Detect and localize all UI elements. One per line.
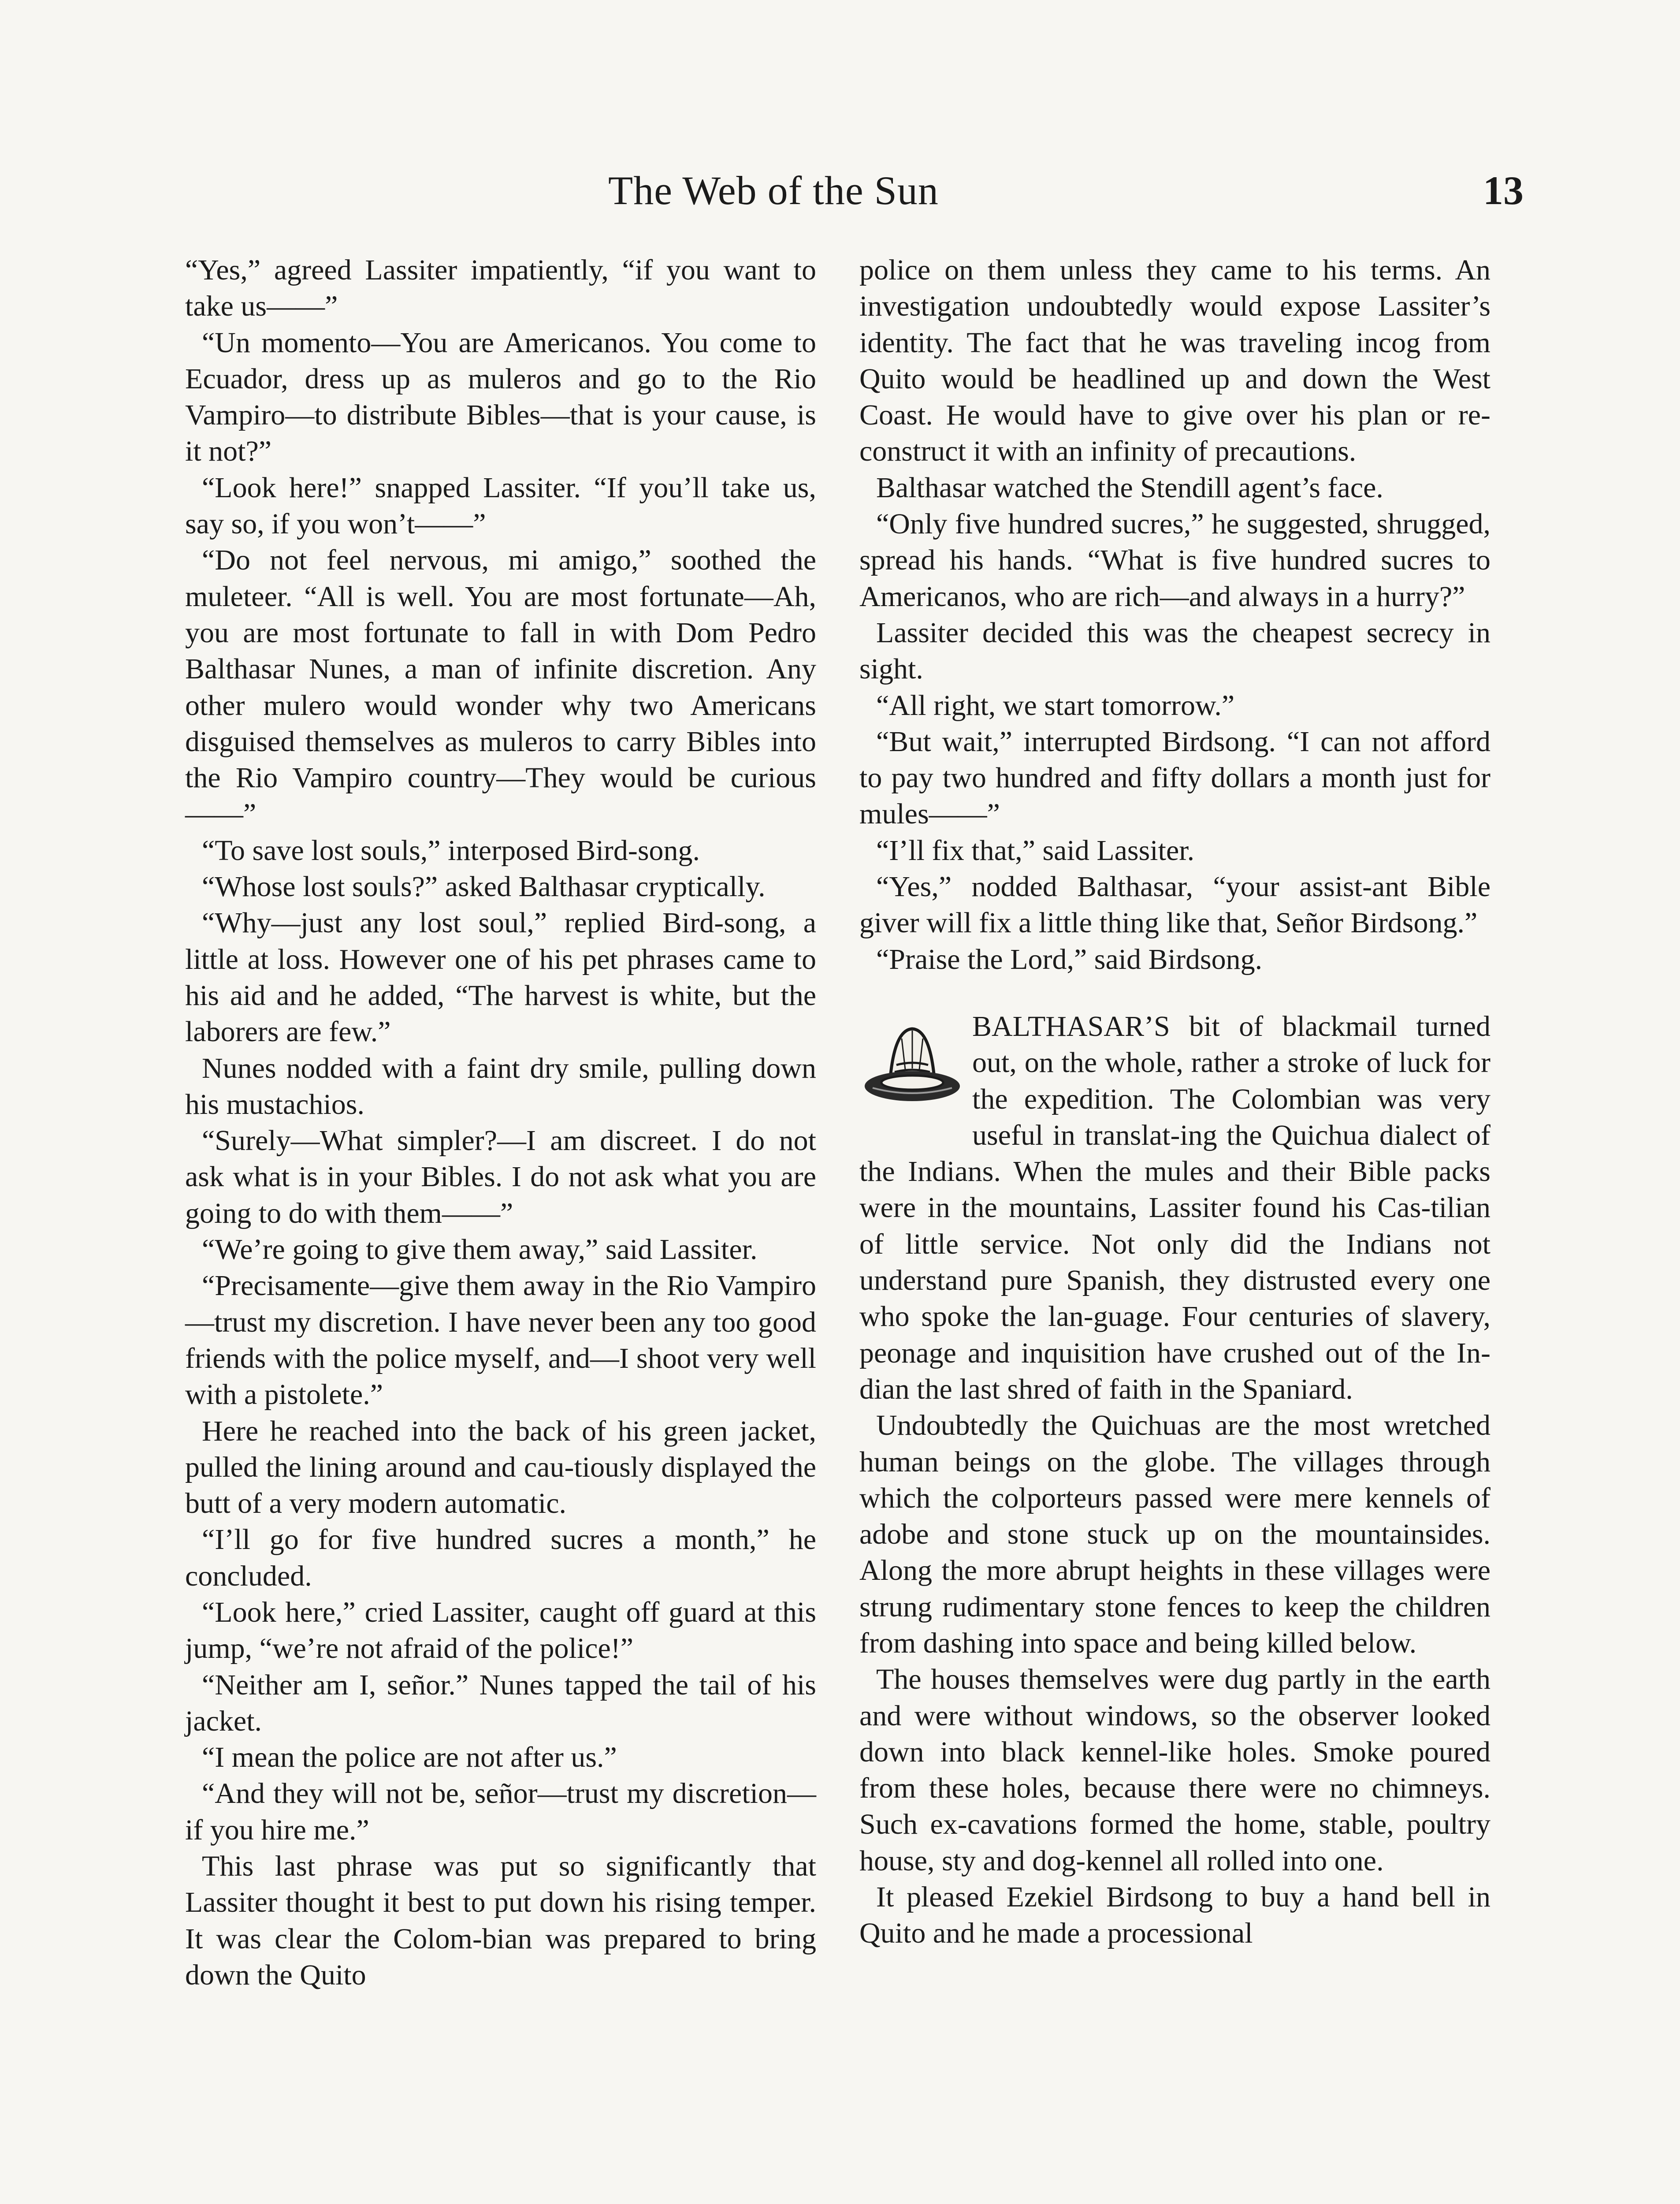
- paragraph: “Neither am I, señor.” Nunes tapped the tail of his jacket.: [185, 1668, 816, 1737]
- paragraph: “Why—just any lost soul,” replied Bird-song, a little at loss. However one of his pet phrases came to his aid and he added, “The harvest is white, but the laborers are few.”: [185, 907, 816, 1048]
- paragraph: Nunes nodded with a faint dry smile, pulling down his mustachios.: [185, 1052, 816, 1121]
- straw-hat-icon: [859, 1012, 965, 1118]
- paragraph: Here he reached into the back of his green jacket, pulled the lining around and cau-tiously displayed the butt of a very modern automatic.: [185, 1415, 816, 1520]
- paragraph: Undoubtedly the Quichuas are the most wretched human beings on the globe. The villages through which the colporteurs passed were mere kennels of adobe and stone stuck up on the mountainsides. Along the more abrupt heights in these villages were strung rudimentary stone fences to keep the children from dashing into space and being killed below.: [859, 1409, 1490, 1659]
- running-title: The Web of the Sun: [608, 168, 939, 213]
- paragraph: “Only five hundred sucres,” he suggested, shrugged, spread his hands. “What is five hundred sucres to Americanos, who are rich—and always in a hurry?”: [859, 508, 1490, 613]
- paragraph: “Look here!” snapped Lassiter. “If you’ll take us, say so, if you won’t——”: [185, 471, 816, 540]
- paragraph: “Un momento—You are Americanos. You come to Ecuador, dress up as muleros and go to the Rio Vampiro—to distribute Bibles—that is your cause, is it not?”: [185, 326, 816, 468]
- page-number: 13: [1483, 168, 1524, 213]
- right-column: [859, 252, 1490, 1952]
- paragraph: BALTHASAR’S bit of blackmail turned out, on the whole, rather a stroke of luck for the expedition. The Colombian was very useful in translat-ing the Quichua dialect of the Indians. When the mules and their Bible packs were in the mountains, Lassiter found his Cas-tilian of little service. Not only did the Indians not understand pure Spanish, they distrusted every one who spoke the lan-guage. Four centuries of slavery, peonage and inquisition have crushed out of the In-dian the last shred of faith in the Spaniard.: [859, 1010, 1490, 1405]
- paragraph: “Precisamente—give them away in the Rio Vampiro—trust my discretion. I have never been any too good friends with the police myself, and—I shoot very well with a pistolete.”: [185, 1270, 816, 1411]
- paragraph: The houses themselves were dug partly in the earth and were without windows, so the observer looked down into black kennel-like holes. Smoke poured from these holes, because there were no chimneys. Such ex-cavations formed the home, stable, poultry house, sty and dog-kennel all rolled into one.: [859, 1663, 1490, 1877]
- paragraph: “I mean the police are not after us.”: [202, 1741, 617, 1774]
- section-opening: [859, 1009, 1490, 1407]
- paragraph: “But wait,” interrupted Birdsong. “I can not afford to pay two hundred and fifty dollars a month just for mules——”: [859, 725, 1490, 830]
- paragraph: “Do not feel nervous, mi amigo,” soothed the muleteer. “All is well. You are most fortunate—Ah, you are most fortunate to fall in with Dom Pedro Balthasar Nunes, a man of infinite discretion. Any other mulero would wonder why two Americans disguised themselves as muleros to carry Bibles into the Rio Vampiro country—They would be curious——”: [185, 544, 816, 830]
- paragraph: police on them unless they came to his terms. An investigation undoubtedly would expose Lassiter’s identity. The fact that he was traveling incog from Quito would be headlined up and down the West Coast. He would have to give over his plan or re-construct it with an infinity of precautions.: [859, 254, 1490, 468]
- paragraph: “And they will not be, señor—trust my discretion—if you hire me.”: [185, 1777, 816, 1846]
- paragraph: It pleased Ezekiel Birdsong to buy a hand bell in Quito and he made a processional: [859, 1881, 1490, 1950]
- left-column: [185, 252, 816, 1993]
- paragraph: “Whose lost souls?” asked Balthasar cryptically.: [202, 871, 766, 903]
- running-head: [0, 164, 1680, 217]
- paragraph: “Yes,” nodded Balthasar, “your assist-ant Bible giver will fix a little thing like that, Señor Birdsong.”: [859, 871, 1490, 939]
- paragraph: “To save lost souls,” interposed Bird-song.: [202, 834, 700, 867]
- paragraph: Lassiter decided this was the cheapest secrecy in sight.: [859, 616, 1490, 685]
- paragraph: This last phrase was put so significantly that Lassiter thought it best to put down his rising temper. It was clear the Colom-bian was prepared to bring down the Quito: [185, 1850, 816, 1991]
- paragraph: “I’ll fix that,” said Lassiter.: [876, 834, 1195, 867]
- paragraph: Balthasar watched the Stendill agent’s face.: [876, 471, 1383, 504]
- paragraph: “I’ll go for five hundred sucres a month,” he concluded.: [185, 1523, 816, 1592]
- paragraph: “Surely—What simpler?—I am discreet. I do not ask what is in your Bibles. I do not ask what you are going to do with them——”: [185, 1124, 816, 1229]
- paragraph: “Yes,” agreed Lassiter impatiently, “if you want to take us——”: [185, 254, 816, 323]
- paragraph: “All right, we start tomorrow.”: [876, 689, 1235, 722]
- paragraph: “Look here,” cried Lassiter, caught off guard at this jump, “we’re not afraid of the police!”: [185, 1596, 816, 1665]
- paragraph: “Praise the Lord,” said Birdsong.: [876, 943, 1263, 975]
- paragraph: “We’re going to give them away,” said Lassiter.: [202, 1233, 758, 1266]
